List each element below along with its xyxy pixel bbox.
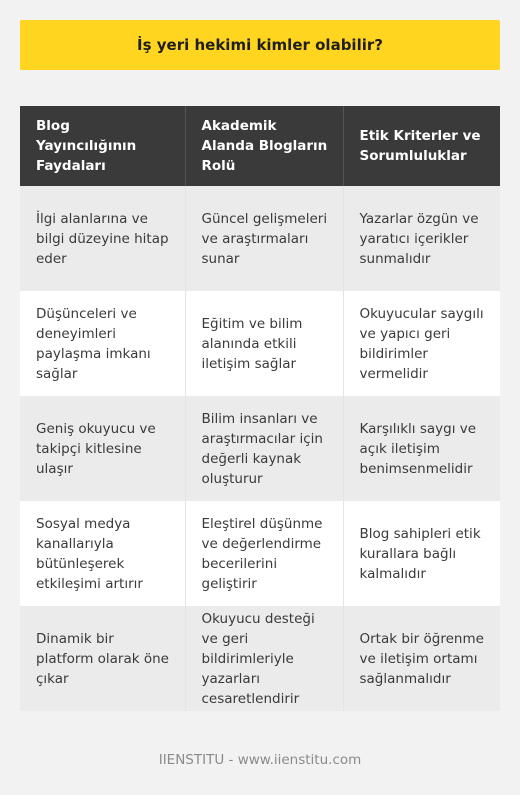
table-cell: İlgi alanlarına ve bilgi düzeyine hitap eder: [20, 186, 185, 291]
table-row: [20, 501, 500, 606]
table-cell: Bilim insanları ve araştırmacılar için değerli kaynak oluşturur: [185, 396, 343, 501]
table-cell: Güncel gelişmeleri ve araştırmaları sunar: [185, 186, 343, 291]
table-row: [20, 186, 500, 291]
table-row: [20, 291, 500, 396]
table-cell: Dinamik bir platform olarak öne çıkar: [20, 606, 185, 711]
column-header: Akademik Alanda Blogların Rolü: [185, 106, 343, 186]
table-cell: Eleştirel düşünme ve değerlendirme becerilerini geliştirir: [185, 501, 343, 606]
footer-source: IIENSTITU - www.iienstitu.com: [158, 752, 362, 768]
table-row: [20, 606, 500, 711]
title-banner: [20, 20, 500, 70]
table-cell: Okuyucu desteği ve geri bildirimleriyle yazarları cesaretlendirir: [185, 606, 343, 711]
column-header: Blog Yayıncılığının Faydaları: [20, 106, 185, 186]
table-cell: Karşılıklı saygı ve açık iletişim benimsenmelidir: [343, 396, 500, 501]
table-cell: Düşünceleri ve deneyimleri paylaşma imkanı sağlar: [20, 291, 185, 396]
table-cell: Geniş okuyucu ve takipçi kitlesine ulaşır: [20, 396, 185, 501]
table-row: [20, 396, 500, 501]
table-cell: Blog sahipleri etik kurallara bağlı kalmalıdır: [343, 501, 500, 606]
comparison-table: [20, 106, 500, 711]
page-title: İş yeri hekimi kimler olabilir?: [137, 36, 383, 54]
table-cell: Yazarlar özgün ve yaratıcı içerikler sunmalıdır: [343, 186, 500, 291]
table-header-row: [20, 106, 500, 186]
table-cell: Ortak bir öğrenme ve iletişim ortamı sağlanmalıdır: [343, 606, 500, 711]
table-cell: Eğitim ve bilim alanında etkili iletişim sağlar: [185, 291, 343, 396]
table-cell: Okuyucular saygılı ve yapıcı geri bildirimler vermelidir: [343, 291, 500, 396]
table-cell: Sosyal medya kanallarıyla bütünleşerek etkileşimi artırır: [20, 501, 185, 606]
column-header: Etik Kriterler ve Sorumluluklar: [343, 106, 500, 186]
